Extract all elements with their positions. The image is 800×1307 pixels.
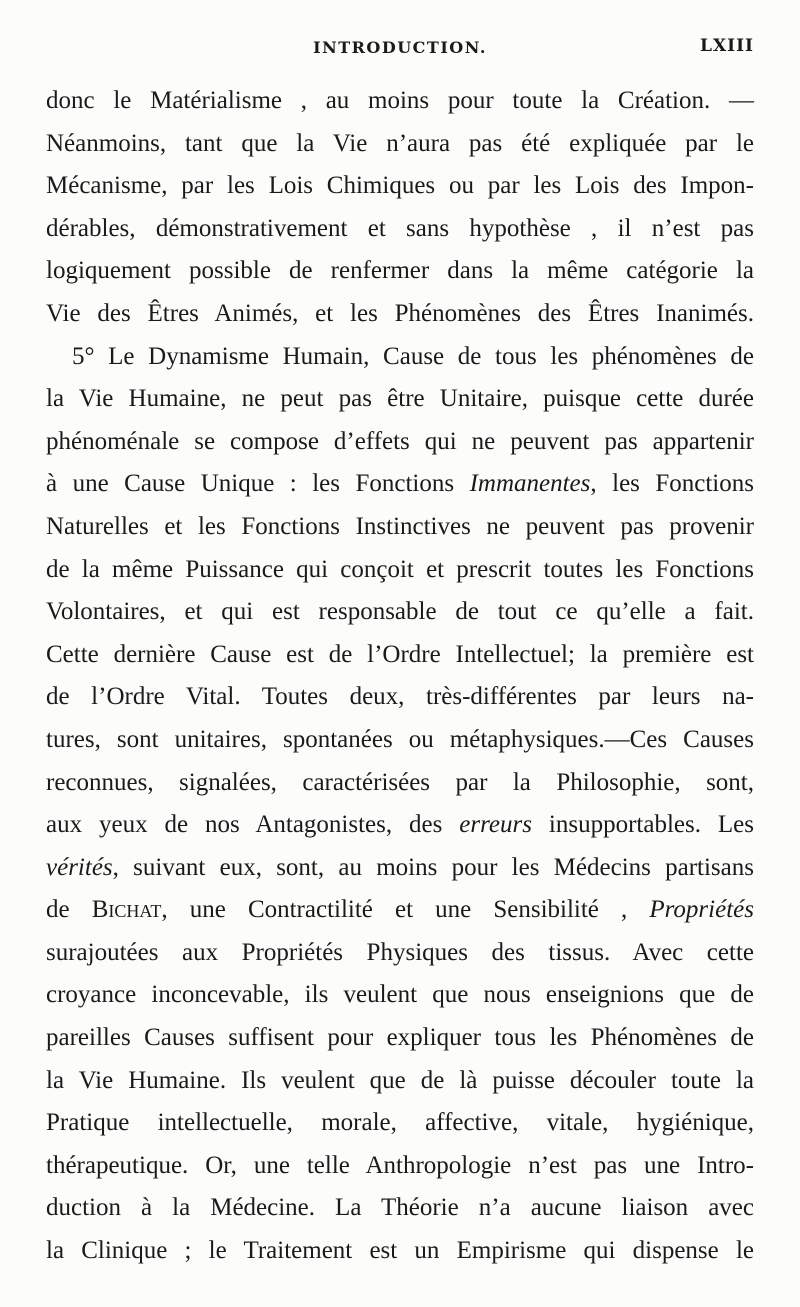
text-segment: à une Cause Unique : les Fonctions <box>46 470 470 498</box>
text-segment: , suivant eux, sont, au moins pour les Médecins partisans <box>112 853 754 881</box>
text-line-with-italic <box>46 889 754 932</box>
text-line: Mécanisme, par les Lois Chimiques ou par les Lois des Impon- <box>46 172 754 200</box>
text-line: Pratique intellectuelle, morale, affective, vitale, hygiénique, <box>46 1109 754 1137</box>
body-text <box>46 80 754 1273</box>
text-line: Cette dernière Cause est de l’Ordre Intellectuel; la première est <box>46 640 754 668</box>
italic-term: Immanentes <box>469 470 591 498</box>
text-line: de l’Ordre Vital. Toutes deux, très-différentes par leurs na- <box>46 683 754 711</box>
text-line: la Vie Humaine, ne peut pas être Unitaire, puisque cette durée <box>46 385 754 413</box>
italic-term: vérités <box>46 853 113 881</box>
text-line: duction à la Médecine. La Théorie n’a aucune liaison avec <box>46 1194 754 1222</box>
text-line: pareilles Causes suffisent pour expliquer tous les Phénomènes de <box>46 1024 754 1052</box>
text-segment: , une Contractilité et une Sensibilité , <box>161 896 650 924</box>
text-line: la Clinique ; le Traitement est un Empirisme qui dispense le <box>46 1237 754 1265</box>
text-line: la Vie Humaine. Ils veulent que de là puisse découler toute la <box>46 1066 754 1094</box>
text-line: reconnues, signalées, caractérisées par la Philosophie, sont, <box>46 768 754 796</box>
text-line-with-italic <box>46 463 754 506</box>
text-line: donc le Matérialisme , au moins pour toute la Création. — <box>46 87 754 114</box>
text-line: tures, sont unitaires, spontanées ou métaphysiques.—Ces Causes <box>46 725 754 753</box>
text-line: Vie des Êtres Animés, et les Phénomènes des Êtres Inanimés. <box>46 299 754 327</box>
text-segment: , les Fonctions <box>590 470 754 498</box>
text-segment: aux yeux de nos Antagonistes, des <box>46 811 460 839</box>
author-name: Bichat <box>91 896 162 924</box>
text-line: phénoménale se compose d’effets qui ne peuvent pas appartenir <box>46 427 754 455</box>
italic-term: Propriétés <box>649 896 754 924</box>
text-line: Naturelles et les Fonctions Instinctives ne peuvent pas provenir <box>46 512 754 540</box>
text-line: de la même Puissance qui conçoit et prescrit toutes les Fonctions <box>46 555 754 583</box>
running-title: INTRODUCTION. <box>313 38 487 57</box>
text-line: dérables, démonstrativement et sans hypothèse , il n’est pas <box>46 214 754 242</box>
page-number: LXIII <box>700 36 754 56</box>
text-line-with-italic <box>46 804 754 847</box>
text-segment: de <box>46 896 92 924</box>
text-line: croyance inconcevable, ils veulent que nous enseignions que de <box>46 981 754 1009</box>
text-line: surajoutées aux Propriétés Physiques des tissus. Avec cette <box>46 938 754 966</box>
text-line-with-italic <box>46 847 754 890</box>
text-line: thérapeutique. Or, une telle Anthropologie n’est pas une Intro- <box>46 1151 754 1179</box>
text-line: Volontaires, et qui est responsable de tout ce qu’elle a fait. <box>46 598 754 626</box>
paragraph-start-line: 5° Le Dynamisme Humain, Cause de tous les phénomènes de <box>72 342 754 370</box>
text-segment: insupportables. Les <box>531 811 754 839</box>
running-head <box>46 30 754 62</box>
text-line: logiquement possible de renfermer dans la même catégorie la <box>46 257 754 285</box>
text-line: Néanmoins, tant que la Vie n’aura pas été expliquée par le <box>46 129 754 157</box>
italic-term: erreurs <box>459 811 532 839</box>
